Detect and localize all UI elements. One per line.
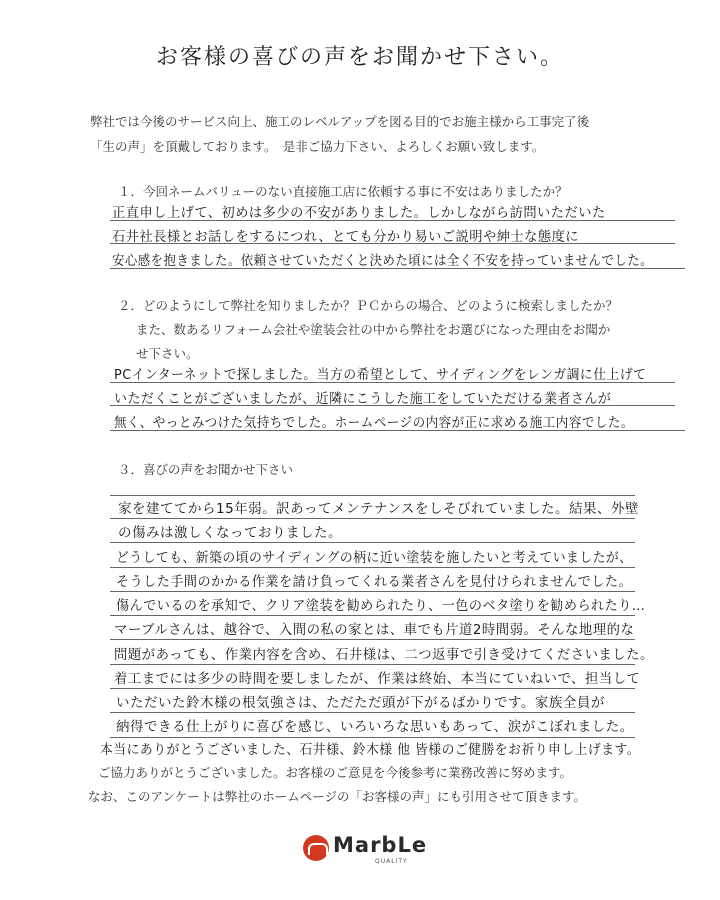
handwritten-answer-3-line-10: 納得できる仕上がりに喜びを感じ、いろいろな思いもあって、涙がこぼれました。 (116, 719, 634, 735)
handwritten-answer-3-line-5: 傷んでいるのを承知で、クリア塗装を勧められたり、一色のベタ塗りを勧められたり… (116, 598, 646, 614)
answer-line (110, 688, 635, 689)
logo-name: MarbLe (333, 833, 428, 857)
handwritten-answer-2-line-1: PCインターネットで探しました。当方の希望として、サイディングをレンガ調に仕上げて (114, 367, 647, 383)
logo-mark-icon (303, 835, 329, 861)
answer-line (110, 664, 635, 665)
handwritten-answer-3-line-3: どうしても、新築の頃のサイディングの柄に近い塗装を施したいと考えていましたが、 (116, 550, 633, 566)
intro-line-1: 弊社では今後のサービス向上、施工のレベルアップを図る目的でお施主様から工事完了後 (90, 114, 590, 129)
answer-line (110, 567, 635, 568)
handwritten-answer-3-line-8: 着工までには多少の時間を要しましたが、作業は終始、本当にていねいで、担当して (114, 671, 641, 687)
question-2-text: また、数あるリフォーム会社や塗装会社の中から弊社をお選びになった理由をお聞か (136, 322, 611, 337)
question-2-text: ２．どのようにして弊社を知りましたか？ＰＣからの場合、どのように検索しましたか？ (118, 298, 619, 313)
question-2-text: せ下さい。 (136, 346, 199, 361)
handwritten-answer-3-line-11: 本当にありがとうございました、石井様、鈴木様 他 皆様のご健勝をお祈り申し上げます。 (100, 742, 641, 758)
intro-line-2: 「生の声」を頂戴しております。 是非ご協力下さい、よろしくお願い致します。 (90, 139, 545, 154)
page-title: お客様の喜びの声をお聞かせ下さい。 (155, 45, 564, 70)
handwritten-answer-3-line-6: マーブルさんは、越谷で、入間の私の家とは、車でも片道2時間弱。そんな地理的な (114, 622, 635, 638)
handwritten-answer-3-line-9: いただいた鈴木様の根気強さは、ただただ頭が下がるばかりです。家族全員が (116, 695, 605, 711)
answer-line (110, 712, 635, 713)
answer-line (110, 518, 635, 519)
question-1-text: １．今回ネームバリューのない直接施工店に依頼する事に不安はありましたか？ (118, 184, 568, 199)
answer-line (110, 542, 635, 543)
answer-line (110, 639, 635, 640)
question-3-text: ３．喜びの声をお聞かせ下さい (118, 462, 294, 477)
handwritten-answer-3-line-4: そうした手間のかかる作業を請け負ってくれる業者さんを見付けられませんでした。 (116, 574, 633, 590)
answer-line (110, 615, 635, 616)
handwritten-answer-2-line-2: いただくことがございましたが、近隣にこうした施工をしていただける業者さんが (114, 391, 612, 407)
answer-line (110, 591, 635, 592)
footer-line-2: なお、このアンケートは弊社のホームページの「お客様の声」にも引用させて頂きます。 (88, 789, 587, 804)
handwritten-answer-1-line-3: 安心感を抱きました。依頼させていただくと決めた頃には全く不安を持っていませんでした。 (112, 253, 653, 269)
handwritten-answer-3-line-7: 問題があっても、作業内容を含め、石井様は、二つ返事で引き受けてくださいました。 (114, 647, 654, 663)
company-logo (303, 833, 428, 867)
handwritten-answer-3-line-2: の傷みは激しくなっておりました。 (118, 525, 342, 541)
answer-line (110, 495, 635, 496)
handwritten-answer-3-line-1: 家を建ててから15年弱。訳あってメンテナンスをしそびれていました。結果、外壁 (118, 501, 639, 517)
handwritten-answer-1-line-1: 正直申し上げて、初めは多少の不安がありました。しかしながら訪問いただいた (112, 205, 606, 221)
logo-tagline: QUALITY (375, 858, 408, 865)
handwritten-answer-2-line-3: 無く、やっとみつけた気持ちでした。ホームページの内容が正に求める施工内容でした。 (114, 415, 634, 431)
handwritten-answer-1-line-2: 石井社長様とお話しをするにつれ、とても分かり易いご説明や紳士な態度に (112, 229, 580, 245)
footer-line-1: ご協力ありがとうございました。お客様のご意見を今後参考に業務改善に努めます。 (98, 765, 573, 780)
